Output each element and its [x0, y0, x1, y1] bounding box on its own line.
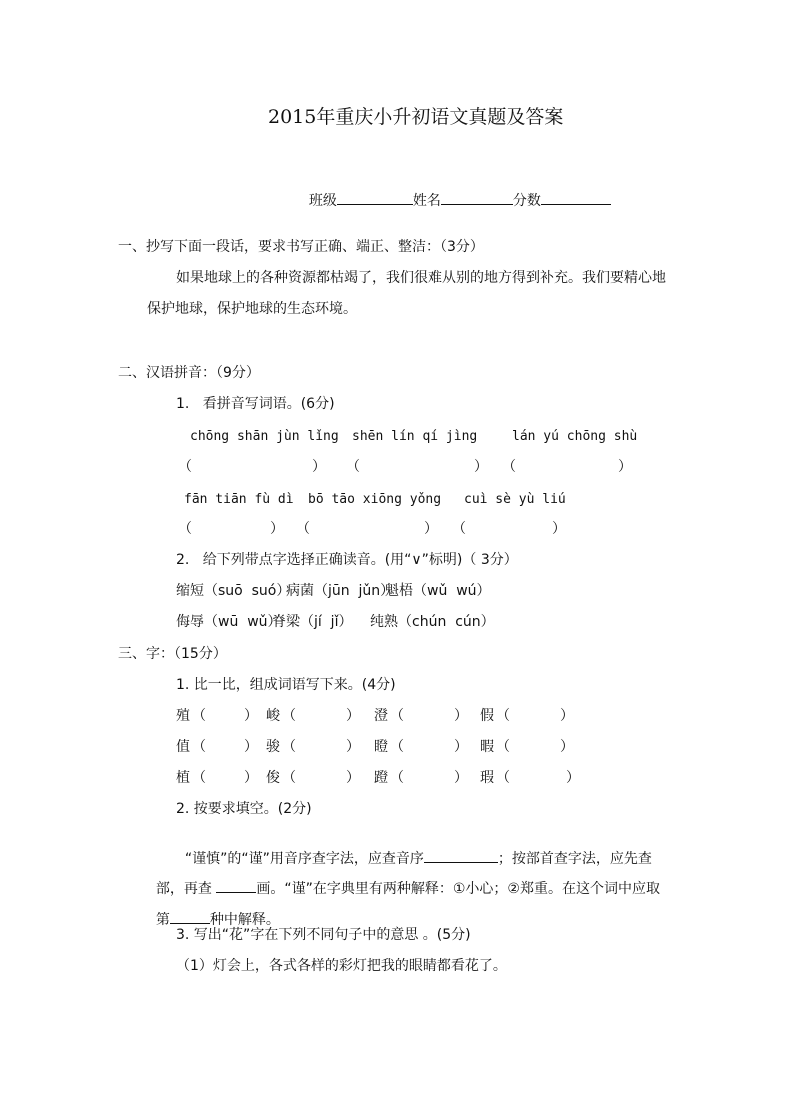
bracket-close: ） — [244, 708, 258, 724]
bracket-open: （ — [452, 521, 466, 537]
pinyin-item: fān tiān fù dì — [184, 492, 294, 507]
q2-line1-a: “谨慎”的“谨”用音序查字法，应查音序 — [184, 851, 424, 867]
name-blank[interactable] — [441, 190, 513, 205]
bracket-close: ） — [560, 708, 574, 724]
name-label: 姓名 — [412, 193, 441, 209]
score-label: 分数 — [512, 193, 541, 209]
bracket-open: （ — [282, 708, 296, 724]
pinyin-initial-blank[interactable] — [424, 848, 498, 863]
bracket-close: ） — [474, 459, 488, 475]
pinyin-item: cuì sè yù liú — [464, 492, 566, 507]
page-title: 2015年重庆小升初语文真题及答案 — [268, 106, 564, 128]
bracket-close: ） — [424, 521, 438, 537]
compare-char: 假 — [480, 708, 494, 724]
bracket-open: （ — [192, 708, 206, 724]
compare-char: 暇 — [480, 739, 494, 755]
bracket-close: ） — [312, 459, 326, 475]
bracket-close: ） — [566, 770, 580, 786]
bracket-open: （ — [390, 770, 404, 786]
compare-char: 殖 — [176, 708, 190, 724]
section2-heading: 二、汉语拼音：（9分） — [118, 365, 260, 381]
bracket-open: （ — [296, 521, 310, 537]
header-fields — [300, 176, 611, 208]
section1-heading: 一、抄写下面一段话，要求书写正确、端正、整洁：（3分） — [118, 239, 484, 255]
stroke-count-blank[interactable] — [216, 878, 256, 893]
bracket-open: （ — [192, 739, 206, 755]
bracket-close: ） — [270, 521, 284, 537]
bracket-close: ） — [560, 739, 574, 755]
bracket-close: ） — [618, 459, 632, 475]
bracket-close: ） — [552, 521, 566, 537]
bracket-close: ） — [454, 770, 468, 786]
pinyin-item: chōng shān jùn lǐng — [190, 429, 339, 444]
reading-choice: 脊梁（jí jǐ） — [272, 614, 353, 630]
bracket-open: （ — [496, 708, 510, 724]
bracket-open: （ — [346, 459, 360, 475]
bracket-open: （ — [502, 459, 516, 475]
bracket-close: ） — [454, 708, 468, 724]
bracket-open: （ — [192, 770, 206, 786]
q2-line3-b: 种中解释。 — [209, 912, 280, 928]
compare-char: 骏 — [266, 739, 280, 755]
bracket-close: ） — [244, 770, 258, 786]
pinyin-item: bō tāo xiōng yǒng — [308, 492, 442, 507]
bracket-open: （ — [496, 770, 510, 786]
score-blank[interactable] — [541, 190, 611, 205]
compare-char: 值 — [176, 739, 190, 755]
compare-char: 俊 — [266, 770, 280, 786]
bracket-open: （ — [496, 739, 510, 755]
class-label: 班级 — [308, 193, 337, 209]
bracket-open: （ — [390, 739, 404, 755]
section2-q1: 1. 看拼音写词语。(6分) — [176, 396, 335, 412]
section2-q2: 2. 给下列带点字选择正确读音。(用“∨”标明)（ 3分） — [176, 552, 518, 568]
pinyin-item: shēn lín qí jìng — [352, 429, 478, 444]
q2-line1 — [176, 834, 652, 866]
section3-q3-item1: （1）灯会上，各式各样的彩灯把我的眼睛都看花了。 — [176, 958, 507, 974]
reading-choice: 侮辱（wū wǔ） — [176, 614, 282, 630]
bracket-close: ） — [346, 708, 360, 724]
bracket-open: （ — [178, 459, 192, 475]
q2-line3-a: 第 — [155, 912, 170, 928]
compare-char: 植 — [176, 770, 190, 786]
section1-line2: 保护地球，保护地球的生态环境。 — [147, 301, 357, 317]
section3-q2: 2. 按要求填空。(2分) — [176, 801, 312, 817]
compare-char: 瞪 — [374, 739, 388, 755]
section3-heading: 三、字：（15分） — [118, 646, 227, 662]
meaning-choice-blank[interactable] — [170, 909, 210, 924]
bracket-open: （ — [178, 521, 192, 537]
section1-line1: 如果地球上的各种资源都枯竭了，我们很难从别的地方得到补充。我们要精心地 — [176, 270, 666, 286]
reading-choice: 缩短（suō suó） — [176, 583, 291, 599]
bracket-close: ） — [454, 739, 468, 755]
class-blank[interactable] — [337, 190, 413, 205]
bracket-open: （ — [282, 770, 296, 786]
bracket-open: （ — [282, 739, 296, 755]
bracket-close: ） — [244, 739, 258, 755]
compare-char: 澄 — [374, 708, 388, 724]
q2-line2-b: 画。“谨”在字典里有两种解释：①小心；②郑重。在这个词中应取 — [256, 881, 660, 897]
pinyin-item: lán yú chōng shù — [512, 429, 638, 444]
q2-line2-a: 部，再查 — [155, 881, 217, 897]
bracket-close: ） — [346, 770, 360, 786]
section3-q3: 3. 写出“花”字在下列不同句子中的意思 。(5分) — [176, 927, 471, 943]
bracket-close: ） — [346, 739, 360, 755]
q2-line3 — [147, 895, 280, 927]
compare-char: 瑕 — [480, 770, 494, 786]
reading-choice: 纯熟（chún cún） — [370, 614, 495, 630]
bracket-open: （ — [390, 708, 404, 724]
q2-line2 — [147, 864, 660, 896]
section3-q1: 1. 比一比，组成词语写下来。(4分) — [176, 677, 396, 693]
compare-char: 蹬 — [374, 770, 388, 786]
reading-choice: 魁梧（wǔ wú） — [385, 583, 491, 599]
reading-choice: 病菌（jūn jǔn） — [286, 583, 395, 599]
q2-line1-b: ；按部首查字法，应先查 — [497, 851, 652, 867]
compare-char: 峻 — [266, 708, 280, 724]
